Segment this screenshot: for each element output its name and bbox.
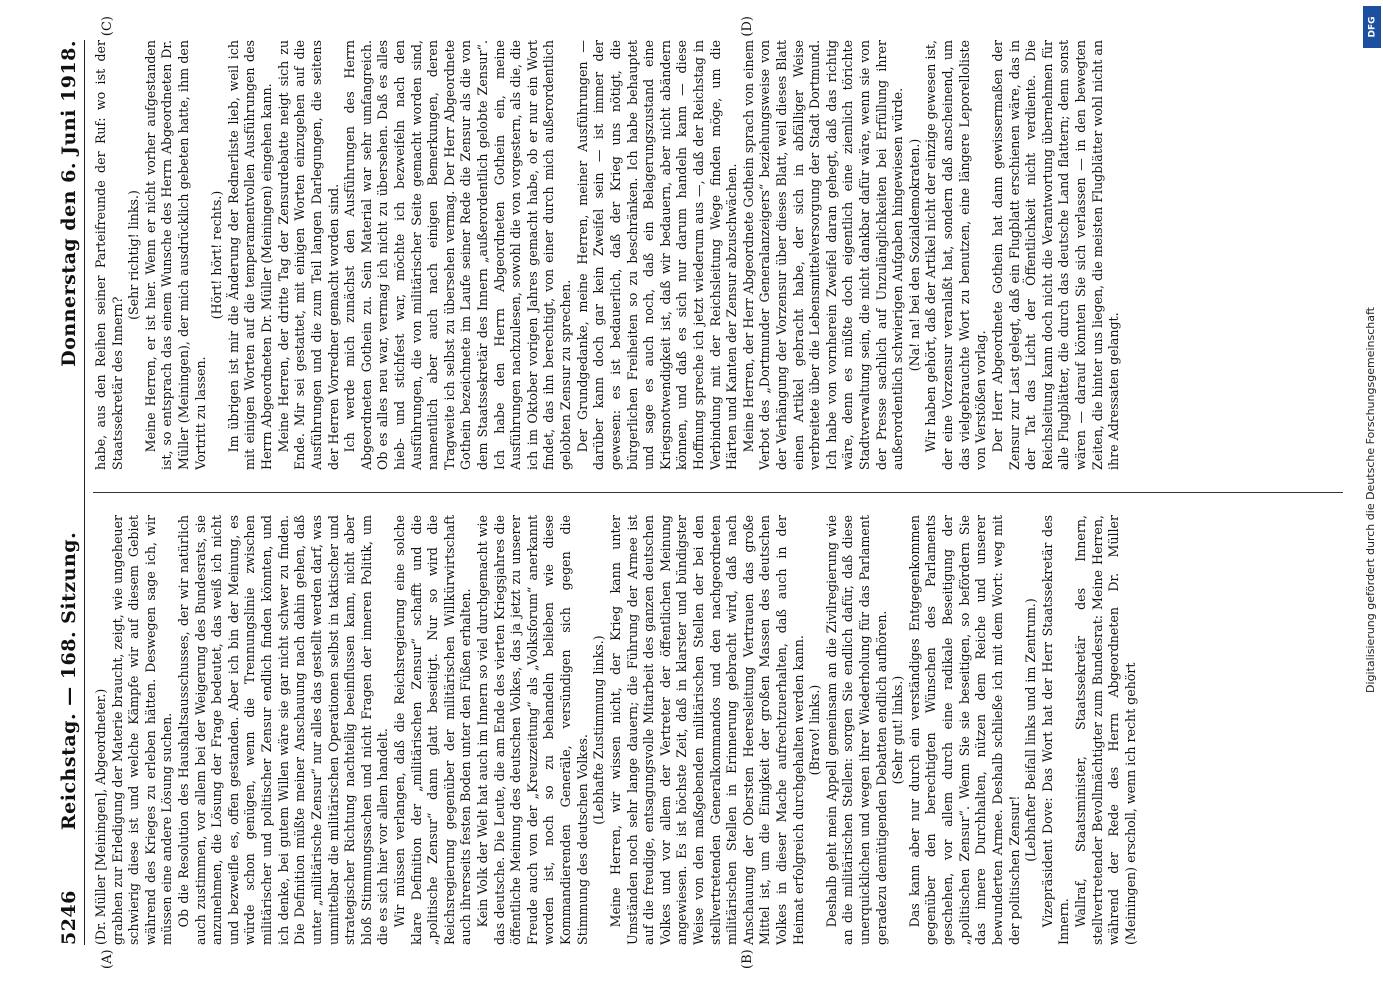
paragraph: habe, aus den Reihen seiner Parteifreunde der Ruf: wo ist der Staatssekretär des Innern? [93, 40, 125, 470]
digitization-credit [1361, 10, 1381, 990]
digitization-credit-text: Digitalisierung gefördert durch die Deutsche Forschungsgemeinschaft [1364, 307, 1377, 693]
dfg-logo [1363, 6, 1381, 48]
paragraph: Ob die Resolution des Haushaltsausschusses, der wir natürlich auch zustimmen, vor allem bei der Weigerung des Bundesrats, sie anzunehmen, die Lösung der Frage bedeutet, das weiß ich nicht und bezweifle es, offen gestanden. Aber ich bin der Meinung, es würde schon genügen, wenn die Trennungslinie zwischen militärischer und politischer Zensur endlich finden könnten, und ich denke, bei gutem Willen wäre sie gar nicht schwer zu finden. Die Definition müßte meiner Anschauung nach dahin gehen, daß unter „militärische Zensur“ nur alles das gestellt werden darf, was unmittelbar die militärischen Operationen selbst in taktischer und strategischer Richtung nachteilig beeinflussen kann, nicht aber bloß Stimmungssachen und nicht Fragen der inneren Politik, um die es sich hier vor allem handelt. [176, 515, 391, 945]
margin-letter-c: (C) [100, 16, 115, 37]
paragraph: (Dr. Müller [Meiningen], Abgeordneter.) [93, 688, 108, 945]
text-columns [93, 40, 1343, 945]
left-column [93, 515, 1343, 945]
paragraph: Wir haben gehört, daß der Artikel nicht der einzige gewesen ist, der eine Vorzensur veranlaßt hat, sondern daß anscheinend, um das vielgebrauchte Wort zu benutzen, eine längere Leporelloliste von Verstößen vorlag. [923, 40, 989, 470]
session-date: Donnerstag den 6. Juni 1918. [58, 40, 80, 367]
dfg-logo-text: DFG [1367, 16, 1378, 38]
interjection: (Na! na! bei den Sozialdemokraten.) [906, 138, 922, 372]
paragraph: Deshalb geht mein Appell gemeinsam an die Zivilregierung wie an die militärischen Stellen: sorgen Sie endlich dafür, daß diese unerquicklichen und wegen ihrer Wiederholung für das Parlament geradezu demütigenden Debatten endlich aufhören. [823, 515, 889, 945]
paragraph: Der Herr Abgeordnete Gothein hat dann gewissermaßen der Zensur zur Last gelegt, daß ein Flugblatt erschienen wäre, das in der Tat das Licht der Öffentlichkeit nicht verdiente. Die Reichsleitung kann doch nicht die Verantwortung übernehmen für alle Flugblätter, die durch das deutsche Land flattern; denn sonst wären — darauf könnten Sie sich verlassen — in den bewegten Zeiten, die hinter uns liegen, die meisten Flugblätter wohl nicht an ihre Adressaten gelangt. [989, 40, 1122, 470]
interjection: (Sehr gut! links.) [890, 675, 906, 785]
rotated-document-page [40, 16, 1365, 975]
margin-letter-a: (A) [100, 949, 115, 969]
paragraph: Vizepräsident Dove: Das Wort hat der Herr Staatssekretär des Innern. [1039, 515, 1072, 945]
interjection: (Hört! hört! rechts.) [209, 190, 225, 320]
paragraph: Meine Herren, wir wissen nicht, der Krieg kann unter Umständen noch sehr lange dauern; die Führung der Armee ist auf die freudige, entsagungsvolle Mitarbeit des ganzen deutschen Volkes und vor allem der Vertreter der öffentlichen Meinung angewiesen. Es ist höchste Zeit, daß in klarster und bündigster Weise von den maßgebenden militärischen Stellen der bei den stellvertretenden Generalkommandos und den nachgeordneten militärischen Stellen in Erinnerung gebracht wird, daß nach Anschauung der Obersten Heeresleitung Vertrauen das große Mittel ist, um die Einigkeit der großen Massen des deutschen Volkes in dieser Mache aufrechtzuerhalten, daß auch in der Heimat erfolgreich durchgehalten werden kann. [607, 515, 806, 945]
paragraph: grabhen zur Erledigung der Materie braucht, zeigt, wie ungeheuer schwierig diese ist und welche Kämpfe wir auf diesem Gebiet während des Krieges zu erleben hätten. Deswegen sage ich, wir müssen eine andere Lösung suchen. [109, 515, 175, 945]
paragraph: Das kann aber nur durch ein verständiges Entgegenkommen gegenüber den berechtigten Wünschen des Parlaments geschehen, vor allem durch eine radikale Beseitigung der „politischen Zensur“. Wenn Sie sie beseitigen, so befördern Sie das innere Durchhalten, nützen dem Reiche und unserer bewunderten Armee. Deshalb schließe ich mit dem Wort: weg mit der politischen Zensur! [906, 515, 1022, 945]
paragraph: Meine Herren, der Herr Abgeordnete Gothein sprach von einem Verbot des „Dortmunder Generalanzeigers“ beziehungsweise von der Verhängung der Vorzensur über dieses Blatt, weil dieses Blatt einen Artikel gebracht habe, der sich in abfälliger Weise verbreitete über die Lebensmittelversorgung der Stadt Dortmund. Ich habe von vornherein Zweifel daran gehegt, daß das richtig wäre, denn es müßte doch eigentlich eine ziemlich törichte Stadtverwaltung sein, die nicht dankbar dafür wäre, wenn sie von der Presse sachlich auf Unzulänglichkeiten bei Erfüllung ihrer außerordentlich schwierigen Aufgaben hingewiesen würde. [740, 40, 906, 470]
paragraph: Der Grundgedanke, meine Herren, meiner Ausführungen — darüber kann doch gar kein Zweifel sein — ist immer der gewesen: es ist bedauerlich, daß der Krieg uns nötigt, die bürgerlichen Freiheiten so zu beschränken. Ich habe behauptet und sage es auch noch, daß ein Belagerungszustand eine Kriegsnotwendigkeit ist, daß wir bedauern, aber nicht abändern können, und daß es sich nur darum handeln kann — diese Hoffnung spreche ich jetzt wiederum aus —, daß der Reichstag in Verbindung mit der Reichsleitung Wege finden möge, um die Härten und Kanten der Zensur abzuschwächen. [574, 40, 740, 470]
paragraph: Ich werde mich zunächst den Ausführungen des Herrn Abgeordneten Gothein zu. Sein Material war sehr umfangreich. Ob es alles neu war, vermag ich nicht zu übersehen. Daß es alles hieb- und stichfest war, möchte ich bezweifeln nach den Ausführungen, die von militärischer Seite gemacht worden sind, namentlich aber auch nach einigen Bemerkungen, deren Tragweite ich selbst zu übersehen vermag. Der Herr Abgeordnete Gothein bezeichnete im Laufe seiner Rede die Zensur als die von dem Staatssekretär des Innern „außerordentlich gelobte Zensur“. Ich habe den Herrn Abgeordneten Gothein ein, meine Ausführungen nachzulesen, sowohl die von vorgestern, als die, die ich im Oktober vorigen Jahres gemacht habe, ob er nur ein Wort findet, das ihn berechtigt, von einer durch mich außerordentlich gelobten Zensur zu sprechen. [342, 40, 574, 470]
right-column [93, 40, 1343, 470]
paragraph: Im übrigen ist mir die Änderung der Rednerliste lieb, weil ich mit einigen Worten auf die temperamentvollen Ausführungen des Herrn Abgeordneten Dr. Müller (Meiningen) eingehen kann. [225, 40, 275, 470]
interjection: (Sehr richtig! links.) [126, 190, 142, 320]
paragraph: Wir müssen verlangen, daß die Reichsregierung eine solche klare Definition der „militärischen Zensur“ schafft und die „politische Zensur“ dann glatt beseitigt. Nur so wird die Reichsregierung gegenüber der militärischen Willkürwirtschaft auch ihrerseits festen Boden unter den Füßen erhalten. [391, 515, 474, 945]
paragraph: Kein Volk der Welt hat auch im Innern so viel durchgemacht wie das deutsche. Die Leute, die am Ende des vierten Kriegsjahres die öffentliche Meinung des deutschen Volkes, das ja jetzt zu unserer Freude auch von der „Kreuzzeitung“ als „Volksforum“ anerkannt worden ist, noch so zu behandeln belieben wie diese Kommandierenden Generäle, versündigen sich gegen die Stimmung des deutschen Volkes. [475, 515, 590, 945]
margin-letter-b: (B) [740, 949, 755, 969]
page-header [58, 40, 85, 945]
page-number: 5246 [58, 890, 80, 945]
paragraph: Wallraf, Staatsminister, Staatssekretär des Innern, stellvertretender Bevollmächtigter zum Bundesrat: Meine Herren, während der Rede des Herrn Abgeordneten Dr. Müller (Meiningen) erscholl, wenn ich recht gehört [1072, 515, 1138, 945]
interjection: (Lebhafte Zustimmung links.) [591, 635, 607, 825]
session-title: Reichstag. — 168. Sitzung. [58, 531, 80, 831]
paragraph: Meine Herren, er ist hier. Wenn er nicht vorher aufgestanden ist, so entsprach das einem Wunsche des Herrn Abgeordneten Dr. Müller (Meiningen), der mich ausdrücklich gebeten hatte, ihm den Vortritt zu lassen. [142, 40, 208, 470]
column-divider [93, 492, 1343, 493]
margin-letter-d: (D) [740, 16, 755, 37]
paragraph: Meine Herren, der dritte Tag der Zensurdebatte neigt sich zu Ende. Mir sei gestattet, mit einigen Worten einzugehen auf die Ausführungen und die zum Teil langen Darlegungen, die seitens der Herren Vorredner gemacht worden sind. [275, 40, 341, 470]
interjection: (Lebhafter Beifall links und im Zentrum.) [1023, 598, 1039, 862]
interjection: (Bravo! links.) [807, 684, 823, 776]
